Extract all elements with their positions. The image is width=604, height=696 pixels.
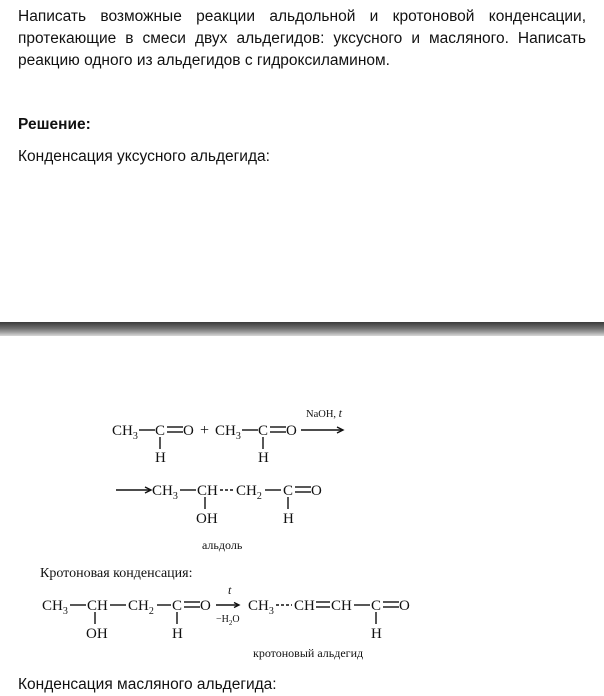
crotonaldehyde-product (248, 598, 410, 642)
reactant1-oxygen: O (183, 423, 194, 439)
reactant-2 (215, 423, 297, 466)
reactant-1 (112, 423, 194, 466)
reaction-arrow-1 (301, 406, 343, 433)
product-ch3: $CH_3$ (248, 598, 274, 617)
c-reactant-hydroxyl: OH (86, 626, 108, 642)
task-text: Написать возможные реакции альдольной и кротоновой конденсации, протекающие в смеси двух альдегидов: уксусного и масляного. Написать реакцию одного из альдегидов с гидроксиламином. (18, 8, 586, 69)
aldol-label: альдоль (202, 538, 243, 552)
reactant1-ch3: $CH_3$ (112, 423, 138, 442)
crotonic-condensation-heading: Кротоновая конденсация: (40, 566, 193, 581)
condition-minus-water: $-H_2O$ (216, 614, 240, 627)
c-reactant-ch: CH (87, 598, 108, 614)
solution-heading: Решение: (18, 116, 91, 133)
c-reactant-hydrogen: H (172, 626, 183, 642)
aldol-ch: CH (197, 483, 218, 499)
butyraldehyde-condensation-heading: Конденсация масляного альдегида: (18, 676, 277, 693)
reaction-arrow-continued (116, 487, 151, 493)
product-ch-b: CH (331, 598, 352, 614)
c-reactant-ch2: $CH_2$ (128, 598, 154, 617)
reactant2-oxygen: O (286, 423, 297, 439)
crotonic-reactant (42, 598, 211, 642)
aldol-ch2: $CH_2$ (236, 483, 262, 502)
product-ch-a: CH (294, 598, 315, 614)
aldol-ch3: $CH_3$ (152, 483, 178, 502)
condition-t: t (228, 583, 232, 597)
product-carbonyl-c: C (371, 598, 382, 614)
reactant2-ch3: $CH_3$ (215, 423, 241, 442)
c-reactant-oxygen: O (200, 598, 211, 614)
product-oxygen: O (399, 598, 410, 614)
crotonaldehyde-label: кротоновый альдегид (253, 646, 364, 660)
aldol-oxygen: O (311, 483, 322, 499)
page-top (0, 0, 604, 322)
reactant1-carbonyl-c: C (155, 423, 166, 439)
aldol-carbonyl-c: C (283, 483, 294, 499)
page-separator (0, 322, 604, 336)
aldol-product (152, 483, 322, 527)
reaction-scheme-figure (0, 336, 604, 670)
reactant1-hydrogen: H (155, 450, 166, 466)
reactant2-hydrogen: H (258, 450, 269, 466)
reaction-arrow-2 (216, 583, 240, 627)
reaction-scheme (0, 336, 604, 670)
c-reactant-ch3: $CH_3$ (42, 598, 68, 617)
aldol-hydroxyl: OH (196, 511, 218, 527)
product-hydrogen: H (371, 626, 382, 642)
reactant2-carbonyl-c: C (258, 423, 269, 439)
c-reactant-carbonyl-c: C (172, 598, 183, 614)
plus-sign: + (200, 422, 210, 439)
aldol-hydrogen: H (283, 511, 294, 527)
acetaldehyde-condensation-heading: Конденсация уксусного альдегида: (18, 148, 270, 165)
condition-naoh-t: NaOH, t (306, 406, 343, 420)
